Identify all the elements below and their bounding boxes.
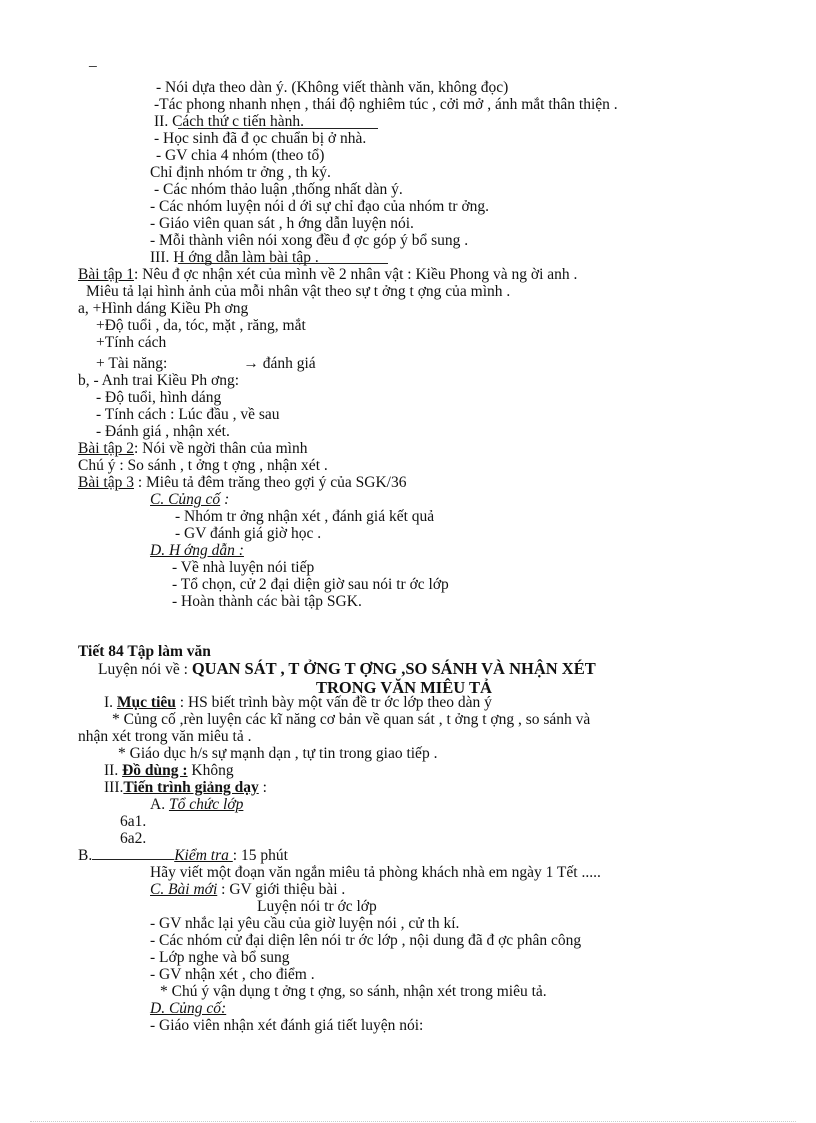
text-bai-tap-3: : Miêu tả đêm trăng theo gợi ý của SGK/36 (133, 474, 407, 491)
text-a: A. (150, 796, 169, 813)
text-bai-tap-1: : Nêu đ ợc nhận xét của mình về 2 nhân vật : Kiều Phong và ng ời anh . (133, 266, 578, 283)
line-tac-phong: -Tác phong nhanh nhẹn , thái độ nghiêm túc , cởi mở , ánh mắt thân thiện . (154, 96, 618, 113)
line-6a2: 6a2. (120, 830, 147, 847)
label-to-chuc-lop: Tổ chức lớp (168, 796, 244, 813)
heading-tiet-84: Tiết 84 Tập làm văn (78, 643, 211, 660)
line-b-anh-trai: b, - Anh trai Kiều Ph ơng: (78, 372, 240, 389)
line-6a1: 6a1. (120, 813, 147, 830)
heading-d-cung-co: D. Củng cố: (150, 1000, 227, 1017)
line-a-hinh-dang: a, +Hình dáng Kiều Ph ơng (78, 300, 249, 317)
line-tai-nang (96, 355, 316, 372)
underline-cach-thuc (178, 128, 378, 129)
line-b-do-tuoi: - Độ tuổi, hình dáng (96, 389, 222, 406)
line-to-chuc-lop (150, 796, 243, 813)
text-bai-moi: : GV giới thiệu bài . (217, 881, 346, 898)
line-to-chon: - Tổ chọn, cử 2 đại diện giờ sau nói tr ớc lớp (172, 576, 449, 593)
line-hoc-sinh: - Học sinh đã đ ọc chuẩn bị ở nhà. (154, 130, 367, 147)
line-tinh-cach: +Tính cách (96, 334, 167, 351)
line-moi-thanh-vien: - Mỗi thành viên nói xong đều đ ợc góp ý bổ sung . (150, 232, 469, 249)
line-luyen-noi: - Các nhóm luyện nói d ới sự chỉ đạo của nhóm tr ởng. (150, 198, 490, 215)
page-bottom-border (30, 1121, 796, 1122)
heading-huong-dan: III. H ớng dẫn làm bài tập . (150, 249, 319, 266)
label-bai-moi: C. Bài mới (150, 881, 218, 898)
line-tien-trinh (104, 779, 267, 796)
line-gv-danh-gia: - GV đánh giá giờ học . (175, 525, 322, 542)
line-b-danh-gia: - Đánh giá , nhận xét. (96, 423, 230, 440)
text-cung-co-colon: : (220, 491, 230, 508)
line-cung-co-ren: * Củng cố ,rèn luyện các kĩ năng cơ bản về quan sát , t ởng t ợng , so sánh và (112, 711, 591, 728)
text-b: B. (78, 847, 93, 864)
label-tien-trinh: Tiến trình giảng dạy (123, 779, 259, 796)
line-giao-duc: * Giáo dục h/s sự mạnh dạn , tự tin trong giao tiếp . (118, 745, 438, 762)
text-danh-gia: → đánh giá (243, 355, 316, 372)
line-muc-tieu (104, 694, 492, 711)
line-bai-tap-2 (78, 440, 307, 457)
text-do-dung: Không (187, 762, 234, 779)
line-chu-y: Chú ý : So sánh , t ởng t ợng , nhận xét . (78, 457, 328, 474)
text-kiem-tra: : 15 phút (232, 847, 288, 864)
heading-cung-co (150, 491, 229, 508)
line-noi-dua: - Nói dựa theo dàn ý. (Không viết thành văn, không đọc) (156, 79, 509, 96)
text-roman-1: I. (104, 694, 117, 711)
label-bai-tap-2: Bài tập 2 (78, 440, 134, 457)
line-ve-nha: - Về nhà luyện nói tiếp (172, 559, 315, 576)
line-hoan-thanh: - Hoàn thành các bài tập SGK. (172, 593, 362, 610)
line-thao-luan: - Các nhóm thảo luận ,thống nhất dàn ý. (154, 181, 403, 198)
text-roman-2: II. (104, 762, 123, 779)
leading-dash: _ (89, 52, 97, 69)
label-bai-tap-3: Bài tập 3 (78, 474, 134, 491)
line-bai-moi (150, 881, 345, 898)
line-gv-chia: - GV chia 4 nhóm (theo tổ) (156, 147, 325, 164)
label-muc-tieu: Mục tiêu (116, 694, 176, 711)
heading-cach-thuc: II. Cách thứ c tiến hành. (154, 113, 305, 130)
text-muc-tieu: : HS biết trình bày một vấn đề tr ớc lớp theo dàn ý (175, 694, 492, 711)
line-nhan-xet-trong: nhận xét trong văn miêu tả . (78, 728, 252, 745)
line-chi-dinh: Chỉ định nhóm tr ởng , th ký. (150, 164, 331, 181)
line-do-tuoi: +Độ tuổi , da, tóc, mặt , răng, mắt (96, 317, 306, 334)
line-gv-nhan-xet: - GV nhận xét , cho điểm . (150, 966, 315, 983)
title-quan-sat: QUAN SÁT , T ỞNG T ỢNG ,SO SÁNH VÀ NHẬN XÉT (191, 659, 596, 678)
text-roman-3: III. (104, 779, 124, 796)
line-b-tinh-cach: - Tính cách : Lúc đầu , về sau (96, 406, 280, 423)
title-trong-van: TRONG VĂN MIÊU TẢ (316, 678, 492, 697)
line-bai-tap-1 (78, 266, 577, 283)
line-luyen-noi-truoc-lop: Luyện nói tr ớc lớp (257, 898, 377, 915)
line-giao-vien: - Giáo viên quan sát , h ớng dẫn luyện nói. (150, 215, 414, 232)
line-chu-y-van-dung: * Chú ý vận dụng t ởng t ợng, so sánh, nhận xét trong miêu tả. (160, 983, 547, 1000)
text-luyen-noi-ve: Luyện nói về : (98, 661, 192, 678)
line-gv-nhac-lai: - GV nhắc lại yêu cầu của giờ luyện nói , cử th kí. (150, 915, 460, 932)
text-tien-trinh-colon: : (258, 779, 267, 796)
line-mieu-ta: Miêu tả lại hình ảnh của mỗi nhân vật theo sự t ởng t ợng của mình . (86, 283, 511, 300)
label-kiem-tra: Kiểm tra (174, 847, 233, 864)
underline-huong-dan (178, 263, 388, 264)
line-bai-tap-3 (78, 474, 406, 491)
line-do-dung (104, 762, 234, 779)
line-kiem-tra (78, 847, 288, 864)
label-do-dung: Đồ dùng : (122, 762, 188, 779)
line-cac-nhom-cu: - Các nhóm cử đại diện lên nói tr ớc lớp , nội dung đã đ ợc phân công (150, 932, 582, 949)
line-luyen-noi-ve (98, 660, 596, 678)
line-nhom-truong: - Nhóm tr ởng nhận xét , đánh giá kết quả (175, 508, 435, 525)
line-lop-nghe: - Lớp nghe và bổ sung (150, 949, 290, 966)
text-bai-tap-2: : Nói về ngời thân của mình (133, 440, 308, 457)
heading-huong-dan-d: D. H ớng dẫn : (150, 542, 244, 559)
line-hay-viet: Hãy viết một đoạn văn ngắn miêu tả phòng khách nhà em ngày 1 Tết ..... (150, 864, 601, 881)
label-bai-tap-1: Bài tập 1 (78, 266, 134, 283)
text-tai-nang: + Tài năng: (96, 355, 168, 372)
text-cung-co: C. Củng cố (150, 491, 221, 508)
line-giao-vien-nhan-xet: - Giáo viên nhận xét đánh giá tiết luyện nói: (150, 1017, 424, 1034)
